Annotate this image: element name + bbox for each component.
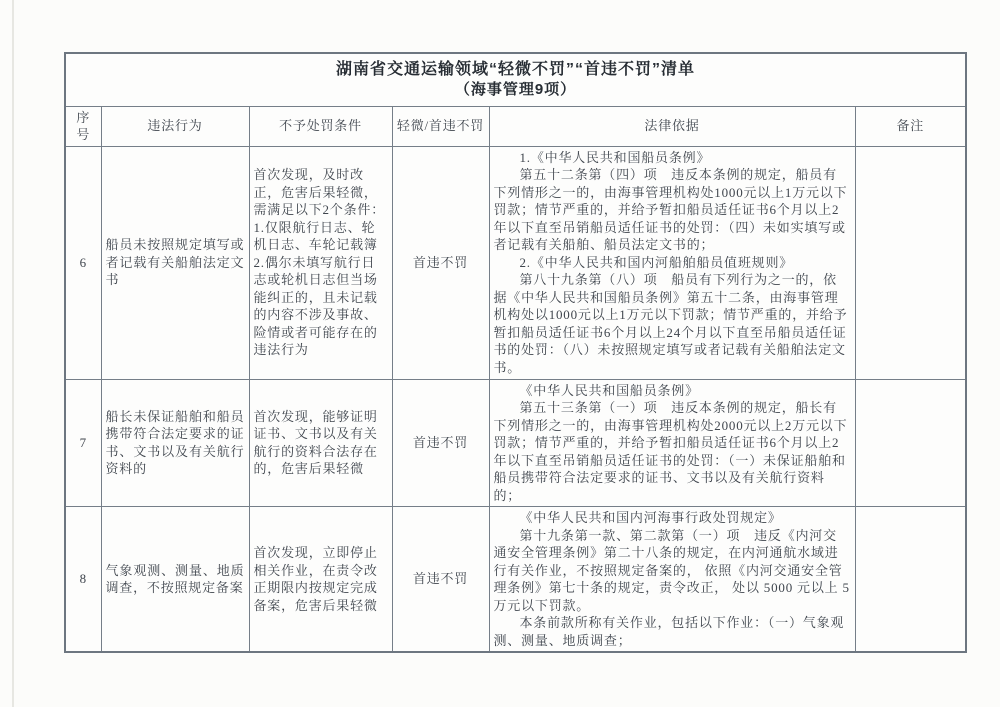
cell-violation: 船员未按照规定填写或者记载有关船舶法定文书 bbox=[101, 146, 249, 379]
table-subtitle: （海事管理9项） bbox=[454, 81, 577, 99]
condition-paragraph: 首次发现，立即停止相关作业，在责令改正期限内按规定完成备案，危害后果轻微 bbox=[253, 545, 378, 613]
cell-no: 7 bbox=[65, 379, 101, 507]
table-row-7 bbox=[65, 379, 966, 507]
legal-paragraph: 第十九条第一款、第二款第（一）项 违反《内河交通安全管理条例》第二十八条的规定，在内河通航水域进行有关作业，不按照规定备案的， 依照《内河交通安全管理条例》第七十条的规定，责令改正， 处以 5000 元以上 5 万元以下罚款。 bbox=[493, 527, 850, 613]
cell-no: 8 bbox=[65, 507, 101, 653]
condition-paragraph: 1.仅限航行日志、轮机日志、车轮记载簿 bbox=[253, 219, 378, 253]
cell-remark bbox=[855, 379, 966, 507]
legal-paragraph: 1.《中华人民共和国船员条例》 bbox=[519, 149, 711, 165]
col-header-legal-basis: 法律依据 bbox=[489, 106, 855, 146]
legal-paragraph: 本条前款所称有关作业，包括以下作业：（一）气象观测、测量、地质调查； bbox=[493, 615, 845, 648]
table-row-8 bbox=[65, 507, 966, 653]
cell-conditions bbox=[249, 507, 392, 653]
cell-no: 6 bbox=[65, 146, 101, 379]
col-header-type: 轻微/首违不罚 bbox=[392, 106, 489, 146]
col-header-violation: 违法行为 bbox=[101, 106, 249, 146]
page-edge-line bbox=[12, 0, 14, 707]
condition-paragraph: 首次发现，及时改正，危害后果轻微，需满足以下2个条件： bbox=[253, 167, 386, 218]
cell-legal-basis bbox=[489, 146, 855, 379]
cell-type: 首违不罚 bbox=[392, 379, 489, 507]
legal-paragraph: 《中华人民共和国船员条例》 bbox=[519, 382, 699, 398]
legal-paragraph: 第五十三条第（一）项 违反本条例的规定，船长有下列情形之一的，由海事管理机构处2000元以上2万元以下罚款；情节严重的，并给予暂扣船员适任证书6个月以上2年以下直至吊销船员适任证书的处罚：（一）未保证船舶和船员携带符合法定要求的证书、文书以及有关航行资料的； bbox=[493, 400, 848, 503]
legal-paragraph: 第八十九条第（八）项 船员有下列行为之一的，依据《中华人民共和国船员条例》第五十二条，由海事管理机构处以1000元以上1万元以下罚款；情节严重的，并给予暂扣船员适任证书6个月以上24个月以下直至吊船员适任证书的处罚：（八）未按照规定填写或者记载有关船舶法定文书。 bbox=[493, 272, 848, 375]
regulation-list-table bbox=[64, 52, 967, 653]
legal-paragraph: 2.《中华人民共和国内河船舶船员值班规则》 bbox=[519, 254, 794, 270]
header-row bbox=[65, 106, 966, 146]
legal-paragraph: 第五十二条第（四）项 违反本条例的规定，船员有下列情形之一的，由海事管理机构处1000元以上1万元以下罚款；情节严重的，并给予暂扣船员适任证书6个月以上2年以下直至吊销船员适任证书的处罚：（四）未如实填写或者记载有关船舶、船员法定文书的； bbox=[493, 167, 848, 253]
condition-paragraph: 首次发现，能够证明证书、文书以及有关航行的资料合法存在的，危害后果轻微 bbox=[253, 408, 378, 477]
cell-conditions bbox=[249, 146, 392, 379]
table-row-6 bbox=[65, 146, 966, 379]
col-header-conditions: 不予处罚条件 bbox=[249, 106, 392, 146]
cell-legal-basis bbox=[489, 507, 855, 653]
col-header-remark: 备注 bbox=[855, 106, 966, 146]
legal-paragraph: 《中华人民共和国内河海事行政处罚规定》 bbox=[519, 510, 782, 525]
col-header-no: 序号 bbox=[65, 106, 101, 146]
table-title-cell bbox=[65, 53, 966, 106]
cell-type: 首违不罚 bbox=[392, 146, 489, 379]
table-title: 湖南省交通运输领域“轻微不罚”“首违不罚”清单 bbox=[336, 61, 696, 79]
condition-paragraph: 2.偶尔未填写航行日志或轮机日志但当场能纠正的，且未记载的内容不涉及事故、险情或者可能存在的违法行为 bbox=[253, 254, 378, 358]
title-row bbox=[65, 53, 966, 106]
cell-type: 首违不罚 bbox=[392, 507, 489, 653]
cell-violation: 气象观测、测量、地质调查，不按照规定备案 bbox=[101, 507, 249, 653]
cell-conditions bbox=[249, 379, 392, 507]
cell-legal-basis bbox=[489, 379, 855, 507]
cell-remark bbox=[855, 507, 966, 653]
cell-violation: 船长未保证船舶和船员携带符合法定要求的证书、文书以及有关航行资料的 bbox=[101, 379, 249, 507]
cell-remark bbox=[855, 146, 966, 379]
